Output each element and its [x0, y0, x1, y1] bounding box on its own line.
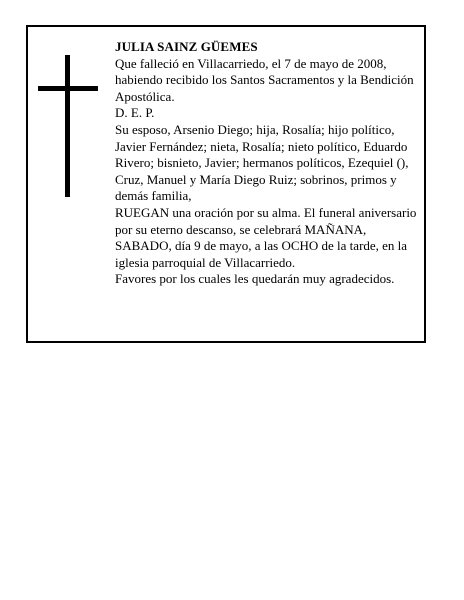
obituary-notice [26, 25, 426, 343]
cross-icon [38, 55, 98, 197]
notice-body [115, 39, 421, 288]
deceased-name: JULIA SAINZ GÜEMES [115, 39, 258, 54]
cross-vertical-bar [65, 55, 70, 197]
rest-in-peace: D. E. P. [115, 105, 155, 121]
prayer-request: RUEGAN una oración por su alma. El funeral aniversario por su eterno descanso, se celebrará MAÑANA, SABADO, día 9 de mayo, a las OCHO de la tarde, en la iglesia parroquial de Villacarriedo. [115, 204, 417, 270]
family-list: Su esposo, Arsenio Diego; hija, Rosalía; hijo político, Javier Fernández; nieta, Rosalía; nieto político, Eduardo Rivero; bisnieto, Javier; hermanos políticos, Ezequiel (), Cruz, Manuel y María Diego Ruiz; sobrinos, primos y demás familia, [115, 121, 409, 204]
death-announcement: Que falleció en Villacarriedo, el 7 de mayo de 2008, habiendo recibido los Santos Sacramentos y la Bendición Apostólica. [115, 55, 414, 104]
thanks-line: Favores por los cuales les quedarán muy agradecidos. [115, 271, 395, 287]
cross-horizontal-bar [38, 86, 98, 91]
